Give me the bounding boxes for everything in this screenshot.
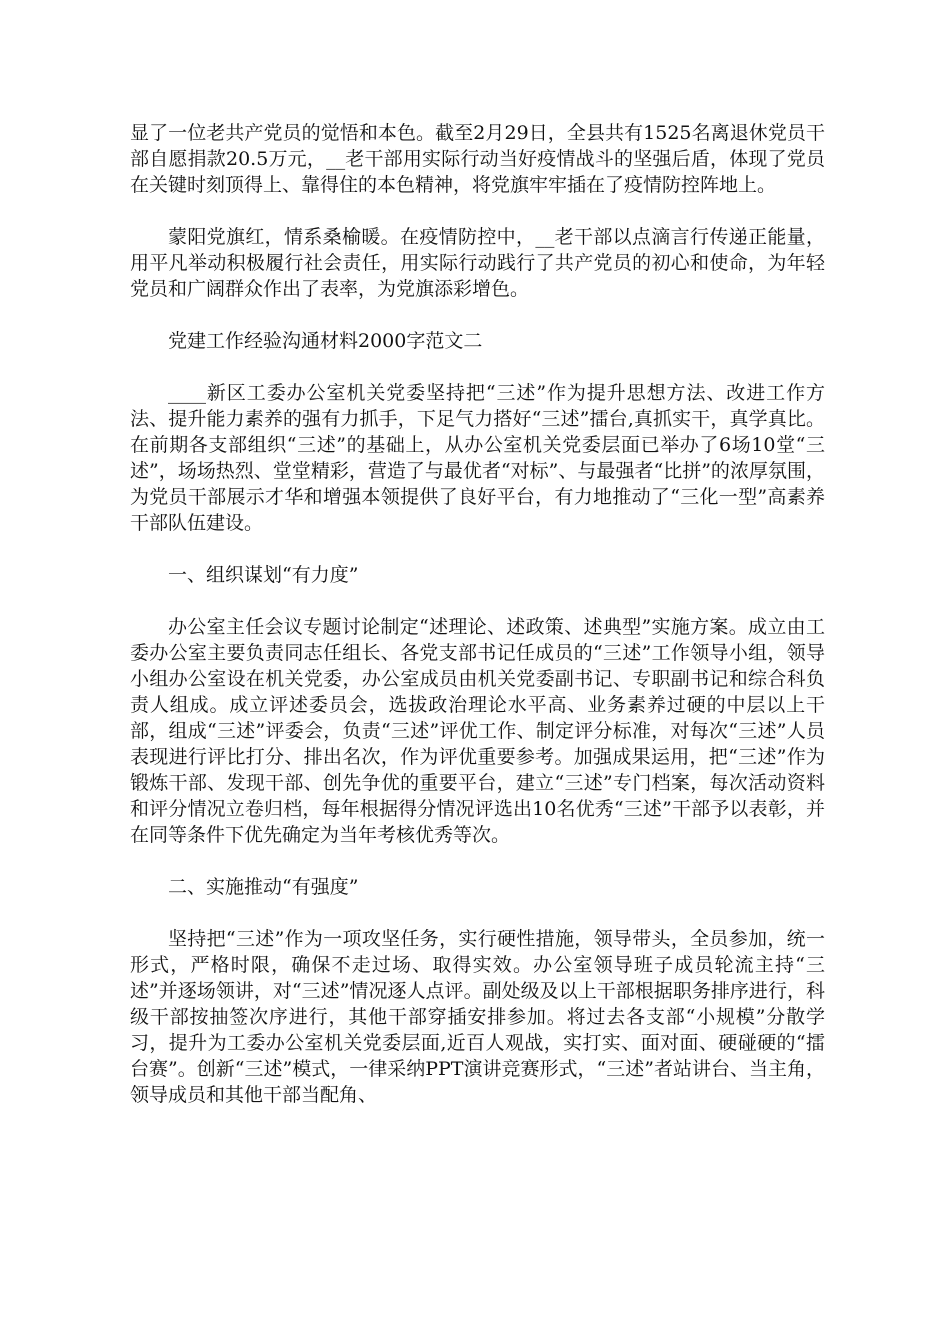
paragraph-intro: ____新区工委办公室机关党委坚持把“三述”作为提升思想方法、改进工作方法、提升能力素养的强有力抓手，下足气力搭好“三述”擂台,真抓实干，真学真比。在前期各支部组织“三述”的基础上，从办公室机关党委层面已举办了6场10堂“三述”，场场热烈、堂堂精彩，营造了与最优者“对标”、与最强者“比拼”的浓厚氛围，为党员干部展示才华和增强本领提供了良好平台，有力地推动了“三化一型”高素养干部队伍建设。 bbox=[130, 382, 825, 534]
paragraph-implementation: 坚持把“三述”作为一项攻坚任务，实行硬性措施，领导带头，全员参加，统一形式，严格时限，确保不走过场、取得实效。办公室领导班子成员轮流主持“三述”并逐场领讲，对“三述”情况逐人点评。副处级及以上干部根据职务排序进行，科级干部按抽签次序进行，其他干部穿插安排参加。将过去各支部“小规模”分散学习，提升为工委办公室机关党委层面,近百人观战，实打实、面对面、硬碰硬的“擂台赛”。创新“三述”模式，一律采纳PPT演讲竞赛形式，“三述”者站讲台、当主角，领导成员和其他干部当配角、 bbox=[130, 928, 825, 1106]
paragraph-menyang: 蒙阳党旗红，情系桑榆暖。在疫情防控中，__老干部以点滴言行传递正能量，用平凡举动积极履行社会责任，用实际行动践行了共产党员的初心和使命，为年轻党员和广阔群众作出了表率，为党旗添彩增色。 bbox=[130, 226, 825, 300]
heading-two: 二、实施推动“有强度” bbox=[168, 876, 359, 898]
paragraph-continued: 显了一位老共产党员的觉悟和本色。截至2月29日，全县共有1525名离退休党员干部自愿捐款20.5万元，__老干部用实际行动当好疫情战斗的坚强后盾，体现了党员在关键时刻顶得上、靠得住的本色精神，将党旗牢牢插在了疫情防控阵地上。 bbox=[130, 122, 825, 196]
heading-one: 一、组织谋划“有力度” bbox=[168, 564, 359, 586]
paragraph-organization: 办公室主任会议专题讨论制定“述理论、述政策、述典型”实施方案。成立由工委办公室主要负责同志任组长、各党支部书记任成员的“三述”工作领导小组，领导小组办公室设在机关党委，办公室成员由机关党委副书记、专职副书记和综合科负责人组成。成立评述委员会，选拔政治理论水平高、业务素养过硬的中层以上干部，组成“三述”评委会，负责“三述”评优工作、制定评分标准，对每次“三述”人员表现进行评比打分、排出名次，作为评优重要参考。加强成果运用，把“三述”作为锻炼干部、发现干部、创先争优的重要平台，建立“三述”专门档案，每次活动资料和评分情况立卷归档，每年根据得分情况评选出10名优秀“三述”干部予以表彰，并在同等条件下优先确定为当年考核优秀等次。 bbox=[130, 616, 825, 846]
document-page bbox=[130, 120, 825, 1108]
section-title: 党建工作经验沟通材料2000字范文二 bbox=[168, 330, 483, 352]
